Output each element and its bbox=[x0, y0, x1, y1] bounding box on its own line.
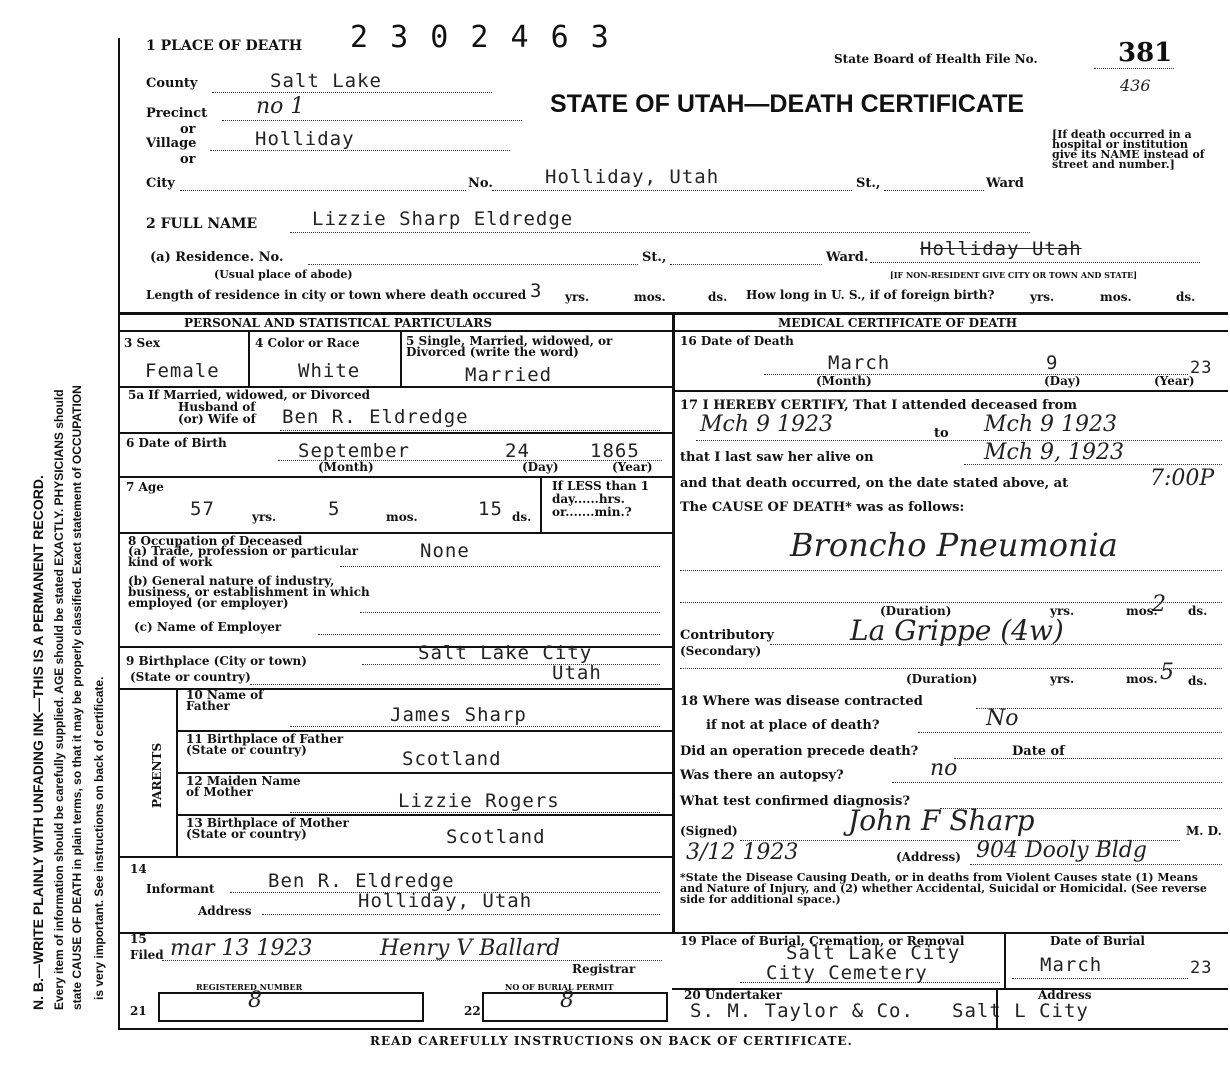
last-seen-date: Mch 9, 1923 bbox=[984, 440, 1124, 465]
length-residence-label: Length of residence in city or town where death occured bbox=[146, 288, 527, 302]
burial-date-label: Date of Burial bbox=[1050, 934, 1145, 948]
burial-permit-label: NO OF BURIAL PERMIT bbox=[505, 982, 614, 992]
marital-value: Married bbox=[465, 364, 553, 386]
employer-label: (c) Name of Employer bbox=[134, 620, 282, 634]
length-ds-label: ds. bbox=[708, 290, 728, 304]
column-divider bbox=[672, 312, 675, 932]
cause-ds-label: ds. bbox=[1188, 604, 1208, 618]
residence-st-label: St., bbox=[642, 250, 667, 265]
burial-date-value: March bbox=[1040, 954, 1103, 976]
occupation-value: None bbox=[420, 540, 470, 562]
contrib-duration-label: (Duration) bbox=[906, 672, 978, 686]
registrar-label: Registrar bbox=[572, 962, 636, 976]
dob-month-caption: (Month) bbox=[318, 460, 374, 474]
death-month: March bbox=[828, 352, 891, 374]
place-of-death-label: 1 PLACE OF DEATH bbox=[146, 38, 303, 54]
filed-number: 15 bbox=[130, 932, 147, 946]
occupation-label: 8 Occupation of Deceased bbox=[128, 534, 303, 548]
birthplace-label: 9 Birthplace (City or town) bbox=[126, 654, 307, 668]
filed-label: Filed bbox=[130, 948, 164, 962]
registrar-signature: Henry V Ballard bbox=[380, 936, 561, 961]
attended-to: Mch 9 1923 bbox=[984, 412, 1117, 437]
cause-label: The CAUSE OF DEATH* was as follows: bbox=[680, 500, 965, 515]
cause-yrs-label: yrs. bbox=[1050, 604, 1075, 618]
file-number-label: State Board of Health File No. bbox=[834, 52, 1038, 66]
informant-label: Informant bbox=[146, 882, 215, 896]
secondary-label: (Secondary) bbox=[680, 644, 762, 658]
certify-line-1: 17 I HEREBY CERTIFY, That I attended deceased from bbox=[680, 398, 1078, 413]
signed-date: 3/12 1923 bbox=[686, 840, 799, 865]
burial-permit-prefix: 22 bbox=[464, 1004, 481, 1018]
medical-header: MEDICAL CERTIFICATE OF DEATH bbox=[778, 316, 1018, 330]
or-label-2: or bbox=[180, 152, 196, 167]
filed-date: mar 13 1923 bbox=[170, 936, 313, 961]
cause-footnote: *State the Disease Causing Death, or in deaths from Violent Causes state (1) Means and Nature of Injury, and (2) whether Accidental, Suicidal or Homicidal. (See reverse side for additional space.) bbox=[680, 871, 1207, 906]
file-number: 381 bbox=[1118, 38, 1173, 68]
dob-label: 6 Date of Birth bbox=[126, 436, 227, 450]
death-day-caption: (Day) bbox=[1044, 374, 1081, 388]
sex-label: 3 Sex bbox=[124, 336, 160, 350]
cause-duration-value: 2 bbox=[1152, 592, 1166, 617]
mother-birthplace-value: Scotland bbox=[446, 826, 546, 848]
birthplace-state: Utah bbox=[552, 662, 602, 684]
parents-label: PARENTS bbox=[150, 742, 164, 808]
contrib-ds-label: ds. bbox=[1188, 674, 1208, 688]
signed-label: (Signed) bbox=[680, 824, 738, 838]
informant-address-label: Address bbox=[198, 904, 252, 918]
contributory-label: Contributory bbox=[680, 628, 774, 643]
age-label: 7 Age bbox=[126, 480, 164, 494]
village-value: Holliday bbox=[255, 128, 355, 150]
physician-signature: John F Sharp bbox=[848, 804, 1035, 837]
document-title: STATE OF UTAH—DEATH CERTIFICATE bbox=[550, 90, 1025, 118]
side-instruction-1: N. B.—WRITE PLAINLY WITH UNFADING INK—THIS IS A PERMANENT RECORD. bbox=[30, 475, 46, 1010]
father-value: James Sharp bbox=[390, 704, 527, 726]
city-label: City bbox=[146, 176, 175, 191]
age-days: 15 bbox=[478, 498, 503, 520]
informant-value: Ben R. Eldredge bbox=[268, 870, 455, 892]
or-label-1: or bbox=[180, 122, 196, 137]
full-name-value: Lizzie Sharp Eldredge bbox=[312, 208, 574, 230]
city-value: Holliday, Utah bbox=[545, 166, 720, 188]
city-st-label: St., bbox=[856, 176, 881, 191]
age-yrs-label: yrs. bbox=[252, 510, 277, 524]
father-label: 10 Name of Father bbox=[186, 688, 264, 713]
county-value: Salt Lake bbox=[270, 70, 382, 92]
undertaker-address-value: Salt L City bbox=[952, 1000, 1089, 1022]
signed-address-value: 904 Dooly Bldg bbox=[976, 838, 1147, 863]
contributory-value: La Grippe (4w) bbox=[850, 614, 1064, 647]
death-time: 7:00P bbox=[1150, 466, 1215, 491]
contrib-mos-label: mos. bbox=[1126, 672, 1158, 686]
date-of-death-label: 16 Date of Death bbox=[680, 334, 794, 348]
foreign-ds-label: ds. bbox=[1176, 290, 1196, 304]
registered-number-box bbox=[158, 992, 424, 1022]
to-word: to bbox=[934, 426, 949, 441]
contrib-yrs-label: yrs. bbox=[1050, 672, 1075, 686]
md-label: M. D. bbox=[1186, 824, 1222, 838]
bottom-instruction: READ CAREFULLY INSTRUCTIONS ON BACK OF CERTIFICATE. bbox=[370, 1034, 853, 1048]
registered-number-value: 8 bbox=[248, 988, 262, 1013]
city-ward-label: Ward bbox=[986, 176, 1024, 191]
spouse-label-1: 5a If Married, widowed, or Divorced bbox=[128, 388, 370, 402]
marital-label: 5 Single, Married, widowed, or Divorced (write the word) bbox=[406, 334, 613, 359]
age-mos-label: mos. bbox=[386, 510, 418, 524]
undertaker-address-label: Address bbox=[1038, 988, 1092, 1002]
not-at-place-label: if not at place of death? bbox=[706, 718, 880, 733]
cause-mos-label: mos. bbox=[1126, 604, 1158, 618]
usual-place-caption: (Usual place of abode) bbox=[214, 268, 353, 281]
test-label: What test confirmed diagnosis? bbox=[680, 794, 910, 809]
side-instruction-4: is very important. See instructions on back of certificate. bbox=[92, 676, 106, 1000]
death-year: 23 bbox=[1190, 358, 1213, 378]
color-value: White bbox=[298, 360, 361, 382]
precinct-label: Precinct bbox=[146, 106, 208, 121]
attended-from: Mch 9 1923 bbox=[700, 412, 833, 437]
mother-label: 12 Maiden Name of Mother bbox=[186, 774, 301, 799]
dob-year: 1865 bbox=[590, 440, 640, 462]
foreign-mos-label: mos. bbox=[1100, 290, 1132, 304]
father-birthplace-value: Scotland bbox=[402, 748, 502, 770]
less-than-note: If LESS than 1 day......hrs. or.......min.? bbox=[552, 479, 650, 519]
burial-year-value: 23 bbox=[1190, 958, 1213, 978]
undertaker-value: S. M. Taylor & Co. bbox=[690, 1000, 914, 1022]
personal-header: PERSONAL AND STATISTICAL PARTICULARS bbox=[184, 316, 493, 330]
certificate-number: 2 3 0 2 4 6 3 bbox=[350, 20, 611, 55]
undertaker-label: 20 Undertaker bbox=[684, 988, 783, 1002]
mother-value: Lizzie Rogers bbox=[398, 790, 560, 812]
county-label: County bbox=[146, 76, 198, 91]
autopsy-label: Was there an autopsy? bbox=[680, 768, 844, 783]
registered-number-prefix: 21 bbox=[130, 1004, 147, 1018]
foreign-yrs-label: yrs. bbox=[1030, 290, 1055, 304]
death-year-caption: (Year) bbox=[1154, 374, 1195, 388]
hospital-note: [If death occurred in a hospital or institution give its NAME instead of street and number.] bbox=[1052, 128, 1205, 171]
side-instruction-3: state CAUSE OF DEATH in plain terms, so that it may be properly classified. Exact statement of OCCUPATION bbox=[70, 385, 84, 1010]
age-years: 57 bbox=[190, 498, 215, 520]
death-day: 9 bbox=[1046, 352, 1059, 374]
signed-address-label: (Address) bbox=[896, 850, 961, 864]
spouse-value: Ben R. Eldredge bbox=[282, 406, 469, 428]
length-yrs-label: yrs. bbox=[565, 290, 590, 304]
death-month-caption: (Month) bbox=[816, 374, 872, 388]
dob-day-caption: (Day) bbox=[522, 460, 559, 474]
spouse-label-2: Husband of bbox=[178, 400, 256, 414]
color-label: 4 Color or Race bbox=[255, 336, 360, 350]
informant-address-value: Holliday, Utah bbox=[358, 890, 533, 912]
autopsy-value: no bbox=[930, 756, 958, 781]
burial-permit-box bbox=[482, 992, 668, 1022]
birthplace-state-label: (State or country) bbox=[130, 670, 251, 684]
nonresident-note: [IF NON-RESIDENT GIVE CITY OR TOWN AND STATE] bbox=[890, 270, 1138, 280]
contracted-answer: No bbox=[986, 706, 1019, 731]
cause-duration-label: (Duration) bbox=[880, 604, 952, 618]
certify-line-3: and that death occurred, on the date stated above, at bbox=[680, 476, 1069, 491]
occupation-b-label: (b) General nature of industry, business, or establishment in which employed (or employer) bbox=[128, 574, 370, 610]
residence-ward-label: Ward. bbox=[826, 250, 869, 265]
spouse-label-3: (or) Wife of bbox=[178, 412, 256, 426]
contracted-label: 18 Where was disease contracted bbox=[680, 694, 923, 709]
residence-value: Holliday Utah bbox=[920, 238, 1082, 260]
dob-day: 24 bbox=[505, 440, 530, 462]
side-instruction-2: Every item of information should be carefully supplied. AGE should be stated EXACTLY. PHYSICIANS should bbox=[52, 389, 66, 1010]
city-no-label: No. bbox=[468, 176, 493, 191]
full-name-label: 2 FULL NAME bbox=[146, 216, 258, 232]
village-label: Village bbox=[146, 136, 197, 151]
length-years-value: 3 bbox=[530, 280, 543, 302]
occupation-a-label: (a) Trade, profession or particular kind of work bbox=[128, 544, 359, 569]
cause-value: Broncho Pneumonia bbox=[790, 526, 1118, 564]
registered-number-label: REGISTERED NUMBER bbox=[196, 982, 303, 992]
length-mos-label: mos. bbox=[634, 290, 666, 304]
father-birthplace-label: 11 Birthplace of Father (State or country) bbox=[186, 732, 344, 757]
burial-place-2: City Cemetery bbox=[766, 962, 928, 984]
mother-birthplace-label: 13 Birthplace of Mother (State or country) bbox=[186, 816, 349, 841]
burial-permit-value: 8 bbox=[560, 988, 574, 1013]
contrib-duration-value: 5 bbox=[1160, 660, 1174, 685]
operation-label: Did an operation precede death? bbox=[680, 744, 919, 759]
residence-label: (a) Residence. No. bbox=[150, 250, 284, 265]
burial-place-label: 19 Place of Burial, Cremation, or Removal bbox=[680, 934, 965, 948]
foreign-birth-label: How long in U. S., if of foreign birth? bbox=[746, 288, 995, 302]
age-ds-label: ds. bbox=[512, 510, 532, 524]
operation-date-label: Date of bbox=[1012, 744, 1065, 759]
dob-month: September bbox=[298, 440, 410, 462]
sex-value: Female bbox=[145, 360, 220, 382]
bottom-border bbox=[118, 1028, 1228, 1030]
dob-year-caption: (Year) bbox=[612, 460, 653, 474]
precinct-value: no 1 bbox=[256, 94, 305, 119]
file-number-alt: 436 bbox=[1120, 76, 1151, 95]
birthplace-city: Salt Lake City bbox=[418, 642, 593, 664]
burial-place-1: Salt Lake City bbox=[786, 942, 961, 964]
certify-line-2: that I last saw her alive on bbox=[680, 450, 874, 465]
age-months: 5 bbox=[328, 498, 341, 520]
informant-number: 14 bbox=[130, 862, 147, 876]
